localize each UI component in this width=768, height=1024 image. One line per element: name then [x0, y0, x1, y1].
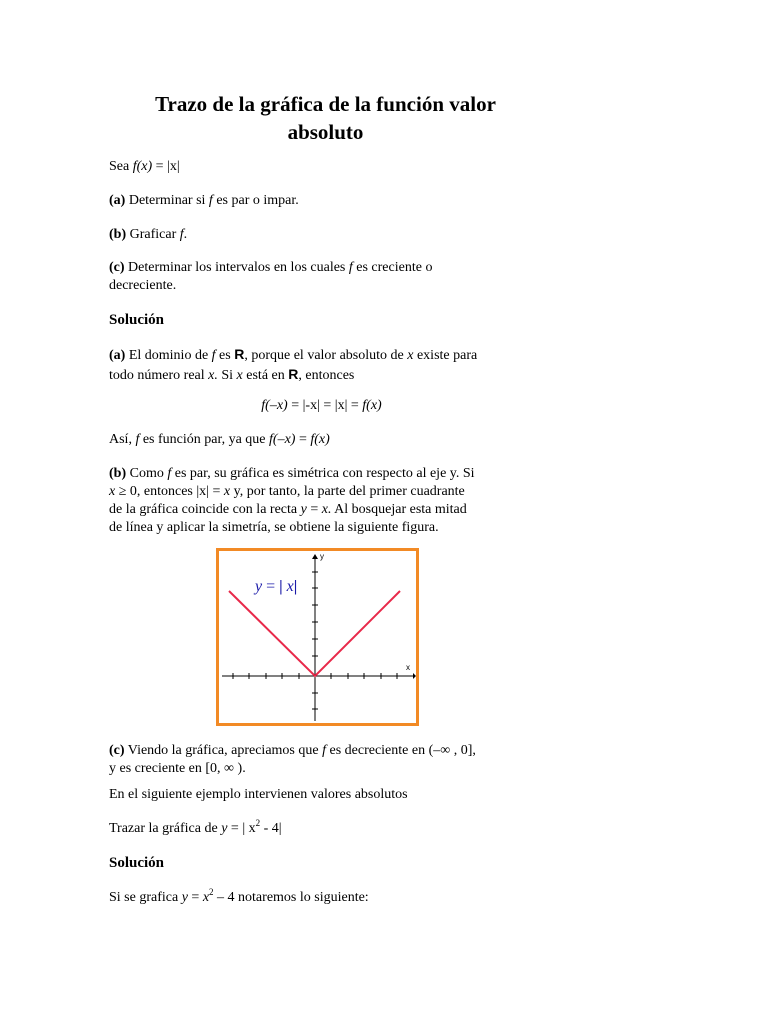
- solution-c-label: (c): [109, 743, 125, 758]
- graph-label-bar-2: |: [293, 578, 298, 595]
- solution-c-f: f: [322, 743, 326, 758]
- equation-line: [109, 397, 534, 415]
- y-axis: [312, 554, 318, 721]
- equation-rhs: f(x): [362, 398, 382, 413]
- solution-a-x3: x: [236, 368, 243, 383]
- solution-b-x3: x.: [321, 502, 332, 517]
- x-axis-label: x: [406, 663, 410, 672]
- solution-a-text-3: , porque el valor absoluto de: [244, 348, 408, 363]
- question-b-text-2: .: [183, 227, 188, 242]
- solution-b-f: f: [167, 466, 172, 481]
- intro-sea: Sea: [109, 159, 130, 174]
- solution-b-text-2: es par, su gráfica es simétrica con respecto al eje y. Si: [171, 466, 475, 481]
- si-y: y: [181, 890, 188, 905]
- si-line: [109, 889, 534, 907]
- solution-b-line-3: [109, 501, 534, 519]
- solution-b-y: y: [300, 502, 307, 517]
- solution-b-line-4: de línea y aplicar la simetría, se obtiene la siguiente figura.: [109, 520, 439, 535]
- question-a-text-1: Determinar si: [125, 193, 209, 208]
- solution-a-text-2: es: [215, 348, 235, 363]
- solution-b: [109, 465, 534, 537]
- asi-expr-2: f(x): [310, 432, 330, 447]
- trazar-text-3: - 4|: [260, 821, 282, 836]
- graph-label-eq: =: [262, 578, 280, 595]
- question-a: [109, 192, 534, 210]
- asi-expr-1: f(–x): [269, 432, 296, 447]
- solution-a-text-8: , entonces: [298, 368, 355, 383]
- question-c-label: (c): [109, 260, 125, 275]
- question-b-f: f: [179, 227, 184, 242]
- ejemplo-line: En el siguiente ejemplo intervienen valores absolutos: [109, 787, 408, 802]
- solution-a: [109, 345, 534, 385]
- asi-text-3: =: [295, 432, 311, 447]
- solution-b-line-2: [109, 483, 534, 501]
- si-sup: 2: [209, 887, 214, 897]
- graph-label-bar-1: |: [279, 578, 283, 595]
- solution-a-line-2: [109, 365, 534, 385]
- question-c: [109, 259, 534, 295]
- solution-c-text-1: Viendo la gráfica, apreciamos que: [124, 743, 323, 758]
- solution-a-label: (a): [109, 348, 126, 363]
- trazar-line: [109, 820, 534, 838]
- question-b-text-1: Graficar: [126, 227, 180, 242]
- asi-f: f: [135, 432, 140, 447]
- x-axis: [222, 673, 416, 679]
- solution-a-text-7: está en: [242, 368, 289, 383]
- solution-b-text-7: Al bosquejar esta mitad: [331, 502, 467, 517]
- si-text-2: =: [187, 890, 203, 905]
- question-c-line-2: decreciente.: [109, 278, 177, 293]
- solution-b-text-1: Como: [126, 466, 168, 481]
- title-line-2: absoluto: [287, 120, 364, 144]
- solucion-heading-1: Solución: [109, 312, 165, 328]
- si-text-3: – 4 notaremos lo siguiente:: [213, 890, 369, 905]
- equation-lhs: f(–x): [261, 398, 288, 413]
- asi-text-2: es función par, ya que: [139, 432, 270, 447]
- asi-text-1: Así,: [109, 432, 136, 447]
- solution-a-x2: x.: [208, 368, 218, 383]
- trazar-text-1: Trazar la gráfica de: [109, 821, 222, 836]
- solution-c-line-1: [109, 742, 534, 760]
- question-c-text-2: es creciente o: [352, 260, 433, 275]
- question-b-label: (b): [109, 227, 127, 242]
- solution-a-f: f: [211, 348, 216, 363]
- trazar-text-2: = | x: [227, 821, 256, 836]
- intro-line: [109, 158, 534, 176]
- y-axis-label: y: [320, 552, 324, 561]
- solution-a-R: R: [234, 346, 245, 362]
- solution-a-text-4: existe para: [413, 348, 478, 363]
- solution-c-text-2: es decreciente en (–∞ , 0],: [325, 743, 476, 758]
- solution-b-text-3: ≥ 0, entonces |x| =: [115, 484, 224, 499]
- si-text-1: Si se grafica: [109, 890, 182, 905]
- solucion-heading-2: Solución: [109, 855, 165, 871]
- intro-eq: = |x|: [152, 159, 180, 174]
- abs-value-graph: [216, 548, 419, 726]
- solution-b-label: (b): [109, 466, 127, 481]
- question-c-f: f: [348, 260, 353, 275]
- si-x: x: [202, 890, 210, 905]
- graph-svg: [219, 551, 416, 723]
- solution-b-line-1: [109, 465, 534, 483]
- trazar-sup: 2: [255, 818, 261, 828]
- intro-fx: f(x): [132, 159, 153, 174]
- graph-equation-label: [255, 578, 297, 596]
- solution-a-R2: R: [288, 366, 299, 382]
- solution-b-text-5: de la gráfica coincide con la recta: [109, 502, 301, 517]
- solution-b-text-6: =: [306, 502, 322, 517]
- solution-c-line-2: y es creciente en [0, ∞ ).: [109, 761, 246, 776]
- question-a-text-2: es par o impar.: [212, 193, 299, 208]
- solution-c: [109, 742, 534, 778]
- title-line-1: Trazo de la gráfica de la función valor: [155, 92, 496, 116]
- graph-label-y: y: [255, 578, 263, 595]
- question-c-text-1: Determinar los intervalos en los cuales: [124, 260, 349, 275]
- trazar-y: y: [221, 821, 228, 836]
- solution-a-text-1: El dominio de: [125, 348, 212, 363]
- question-a-label: (a): [109, 193, 126, 208]
- question-b: [109, 226, 534, 244]
- solution-b-x: x: [109, 484, 116, 499]
- solution-a-text-5: todo número real: [109, 368, 209, 383]
- equation-mid: = |-x| = |x| =: [287, 398, 363, 413]
- question-c-line-1: [109, 259, 534, 277]
- asi-line: [109, 431, 534, 449]
- solution-a-line-1: [109, 345, 534, 365]
- solution-b-x2: x: [223, 484, 231, 499]
- solution-a-x: x: [407, 348, 414, 363]
- solution-a-text-6: Si: [217, 368, 237, 383]
- question-a-f: f: [208, 193, 213, 208]
- graph-label-x: x: [282, 578, 294, 595]
- page-title: [128, 90, 523, 146]
- solution-b-text-4: y, por tanto, la parte del primer cuadrante: [230, 484, 465, 499]
